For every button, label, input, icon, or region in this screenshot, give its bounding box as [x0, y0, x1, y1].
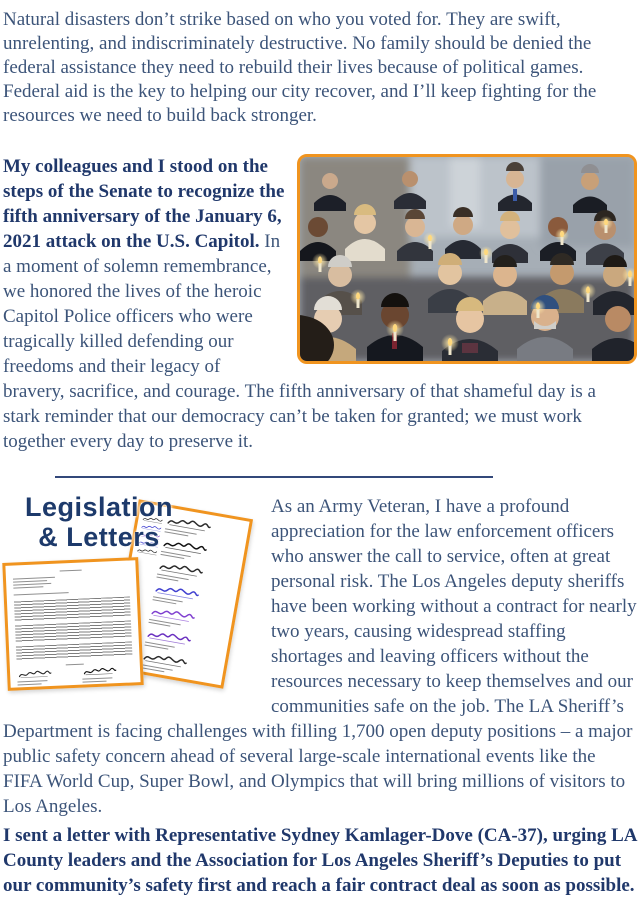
heading-line-1: Legislation — [24, 492, 173, 522]
letter-paragraph — [14, 596, 131, 621]
letter-date-line — [60, 570, 82, 572]
signature-squiggle — [154, 582, 201, 602]
signature-squiggle — [82, 666, 118, 677]
jan6-rest: In a moment of solemn remembrance, we honored the lives of the heroic Capitol Police officers who were tragically killed defending our freedoms and their legacy of bravery, sacrifice, and courage. The fifth anniversary of that shameful day is a stark reminder that our democracy can’t be taken for granted; we must work together every day to preserve it. — [3, 231, 596, 452]
legislation-section — [3, 494, 637, 898]
legislation-letters-graphic — [3, 494, 261, 706]
jan6-bold-lead: My colleagues and I stood on the steps of the Senate to recognize the fifth anniversary of the January 6, 2021 attack on the U.S. Capitol. — [3, 156, 285, 252]
sheriffs-text: As an Army Veteran, I have a profound appreciation for the law enforcement officers who answer the call to service, often at great personal risk. The Los Angeles deputy sheriffs have been working without a contract for nearly two years, causing widespread staffing shortages and leaving officers without the resources necessary to keep themselves and our communities safe on the job. The LA Sheriff’s Department is facing challenges with filling 1,700 open deputy positions – a major public safety concern ahead of several large-scale international events like the FIFA World Cup, Super Bowl, and Olympics that will bring millions of visitors to Los Angeles. — [3, 496, 637, 817]
sheriffs-bold-conclusion — [3, 823, 637, 898]
candlelight-vigil-illustration — [300, 157, 634, 361]
signature-squiggle — [158, 560, 205, 580]
signature-squiggle — [17, 669, 53, 680]
signature-entry — [17, 668, 69, 685]
letter-paragraph — [15, 620, 132, 642]
intro-text: Natural disasters don’t strike based on who you voted for. They are swift, unrelenting, and indiscriminately destructive. No family should be denied the federal assistance they need to rebuild their lives because of political games. Federal aid is the key to helping our city recover, and I’ll keep fighting for the resources we need to build back stronger. — [3, 9, 597, 126]
letter-address-block — [13, 574, 129, 589]
signature-entry — [82, 665, 134, 682]
letter-signature-row — [17, 665, 134, 685]
letter-closing-line — [66, 664, 84, 666]
heading-line-2: & Letters — [38, 522, 160, 552]
vigil-photo — [297, 154, 637, 364]
letter-salutation-line — [14, 592, 69, 595]
jan6-section — [3, 154, 637, 454]
signature-squiggle — [142, 650, 189, 670]
sheriffs-bold-text: I sent a letter with Representative Sydney Kamlager-Dove (CA-37), urging LA County leaders and the Association for Los Angeles Sheriff’s Deputies to put our community’s safety first and reach a fair contract deal as soon as possible. — [3, 825, 637, 896]
letter-page — [2, 557, 143, 691]
section-divider — [55, 476, 493, 478]
legislation-letters-heading — [3, 492, 195, 552]
intro-paragraph — [3, 8, 637, 128]
signature-squiggle — [150, 605, 197, 625]
signature-squiggle — [146, 628, 193, 648]
letter-paragraph — [16, 641, 133, 660]
